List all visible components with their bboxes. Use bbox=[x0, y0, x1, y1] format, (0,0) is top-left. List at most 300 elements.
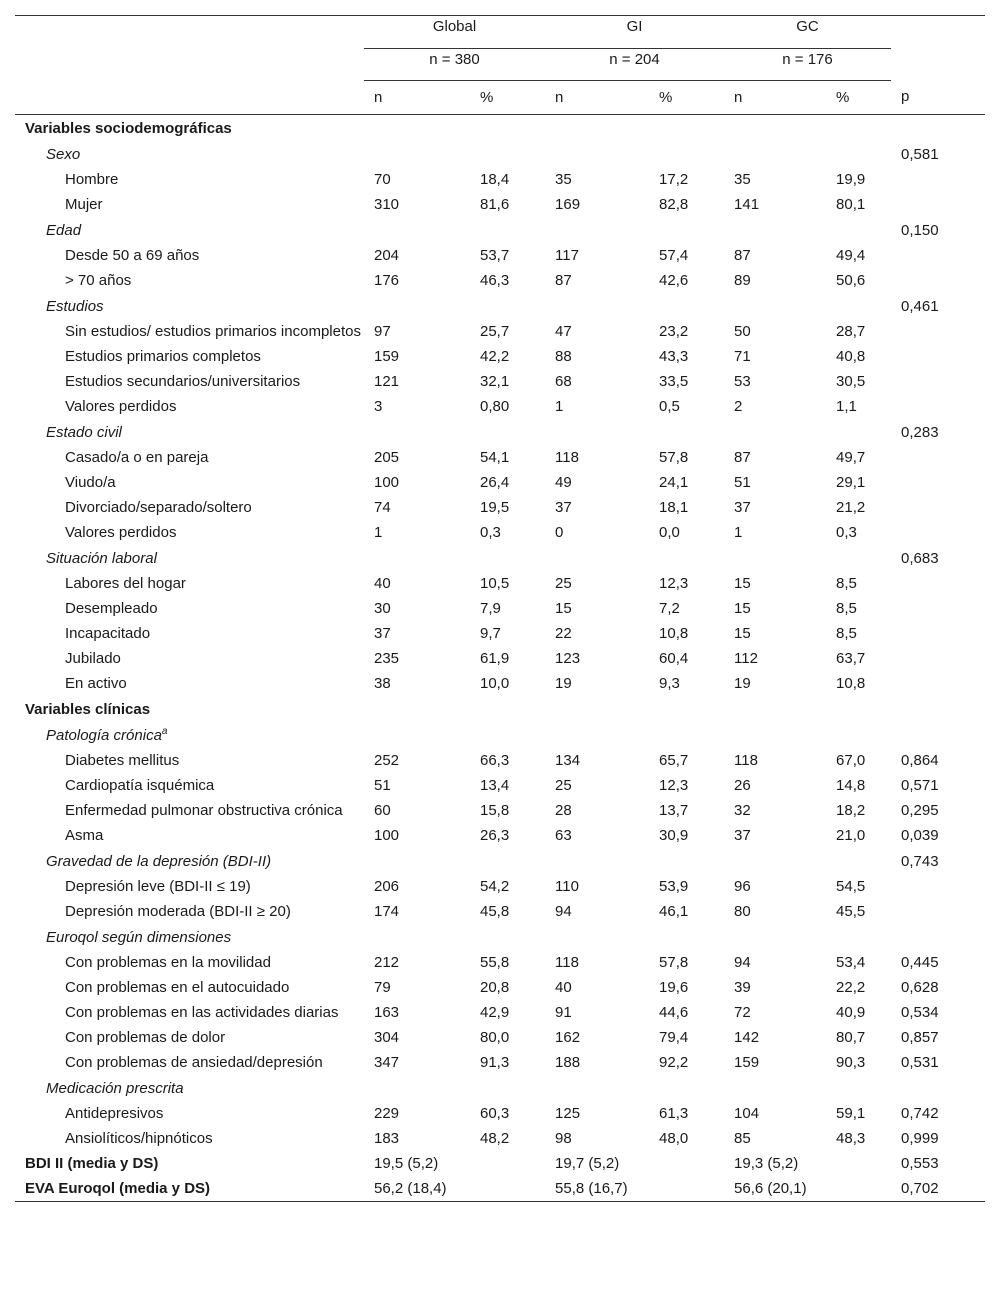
row-label-text: Jubilado bbox=[65, 649, 121, 667]
cell-value: 252 bbox=[374, 751, 400, 769]
cell-value: 142 bbox=[734, 1028, 760, 1046]
cell-value: 54,1 bbox=[480, 448, 510, 466]
cell-value: 80,1 bbox=[836, 195, 866, 213]
cell-value: 20,8 bbox=[480, 978, 510, 996]
row-label-text: Depresión moderada (BDI-II ≥ 20) bbox=[65, 902, 291, 920]
row-label bbox=[15, 671, 364, 696]
cell-value: 65,7 bbox=[659, 751, 689, 769]
row-label-text: Patología crónica bbox=[46, 726, 162, 744]
cell-value bbox=[364, 696, 470, 722]
cell-value: 56,2 (18,4) bbox=[364, 1176, 470, 1202]
cell-value: 24,1 bbox=[659, 473, 689, 491]
row-label-text: EVA Euroqol (media y DS) bbox=[25, 1179, 211, 1197]
cell-value: 68 bbox=[555, 372, 572, 390]
cell-value: 7,9 bbox=[480, 599, 501, 617]
cell-value: 10,0 bbox=[480, 674, 510, 692]
cell-value: 54,5 bbox=[836, 877, 866, 895]
cell-value bbox=[364, 924, 470, 950]
row-label-text: Con problemas de ansiedad/depresión bbox=[65, 1053, 323, 1071]
table-row bbox=[15, 243, 985, 268]
cell-value: 59,1 bbox=[836, 1104, 866, 1122]
cell-value: 35 bbox=[555, 170, 572, 188]
row-label bbox=[15, 268, 364, 293]
cell-value: 19 bbox=[734, 674, 751, 692]
table-row bbox=[15, 1126, 985, 1151]
cell-value: 28 bbox=[555, 801, 572, 819]
p-value bbox=[891, 696, 985, 722]
row-label-text: Desde 50 a 69 años bbox=[65, 246, 200, 264]
cell-value bbox=[470, 722, 545, 748]
row-label-text: Asma bbox=[65, 826, 104, 844]
cell-value: 94 bbox=[734, 953, 751, 971]
table-row bbox=[15, 394, 985, 419]
cell-value: 2 bbox=[734, 397, 743, 415]
cell-value: 21,2 bbox=[836, 498, 866, 516]
summary-row bbox=[15, 1176, 985, 1202]
col-n-gc: n bbox=[724, 80, 826, 114]
group-header-gc: GC bbox=[724, 16, 891, 49]
cell-value: 61,9 bbox=[480, 649, 510, 667]
cell-value bbox=[826, 293, 891, 319]
cell-value bbox=[724, 545, 826, 571]
cell-value: 40,9 bbox=[836, 1003, 866, 1021]
cell-value bbox=[470, 696, 545, 722]
cell-value bbox=[724, 848, 826, 874]
table-body bbox=[15, 114, 985, 1201]
col-pct-gi: % bbox=[649, 80, 724, 114]
row-label-text: Incapacitado bbox=[65, 624, 151, 642]
cell-value: 304 bbox=[374, 1028, 400, 1046]
row-label-text: BDI II (media y DS) bbox=[25, 1154, 159, 1172]
cell-value: 118 bbox=[555, 953, 579, 971]
p-value bbox=[891, 470, 985, 495]
table-row bbox=[15, 1000, 985, 1025]
cell-value: 40,8 bbox=[836, 347, 866, 365]
row-label-text: Sin estudios/ estudios primarios incompletos bbox=[65, 322, 361, 340]
row-label bbox=[15, 748, 364, 773]
cell-value: 19 bbox=[555, 674, 572, 692]
subsection-row bbox=[15, 1075, 985, 1101]
cell-value: 66,3 bbox=[480, 751, 510, 769]
cell-value bbox=[364, 1075, 470, 1101]
cell-value bbox=[724, 217, 826, 243]
cell-value: 176 bbox=[374, 271, 400, 289]
table-row bbox=[15, 748, 985, 773]
cell-value bbox=[724, 419, 826, 445]
cell-value: 206 bbox=[374, 877, 400, 895]
cell-value: 121 bbox=[374, 372, 400, 390]
cell-value bbox=[470, 114, 545, 141]
cell-value: 87 bbox=[555, 271, 572, 289]
cell-value: 26,3 bbox=[480, 826, 510, 844]
cell-value: 25 bbox=[555, 776, 572, 794]
row-label bbox=[15, 722, 364, 748]
cell-value: 90,3 bbox=[836, 1053, 866, 1071]
col-n-global: n bbox=[364, 80, 470, 114]
cell-value: 310 bbox=[374, 195, 400, 213]
cell-value: 81,6 bbox=[480, 195, 510, 213]
cell-value: 85 bbox=[734, 1129, 751, 1147]
cell-value: 55,8 bbox=[480, 953, 510, 971]
cell-value: 8,5 bbox=[836, 599, 857, 617]
cell-value: 49,4 bbox=[836, 246, 866, 264]
cell-value: 33,5 bbox=[659, 372, 689, 390]
cell-value: 10,8 bbox=[836, 674, 866, 692]
cell-value: 37 bbox=[734, 826, 751, 844]
cell-value: 70 bbox=[374, 170, 391, 188]
p-value bbox=[891, 899, 985, 924]
row-label-text: Con problemas en las actividades diarias bbox=[65, 1003, 339, 1021]
cell-value: 45,5 bbox=[836, 902, 866, 920]
cell-value: 117 bbox=[555, 246, 579, 264]
cell-value: 1 bbox=[734, 523, 743, 541]
cell-value: 205 bbox=[374, 448, 400, 466]
row-label bbox=[15, 243, 364, 268]
cell-value bbox=[364, 141, 470, 167]
cell-value: 48,3 bbox=[836, 1129, 866, 1147]
cell-value: 13,4 bbox=[480, 776, 510, 794]
group-header-global: Global bbox=[364, 16, 545, 49]
cell-value: 46,3 bbox=[480, 271, 510, 289]
cell-value bbox=[826, 114, 891, 141]
table-row bbox=[15, 823, 985, 848]
cell-value: 21,0 bbox=[836, 826, 866, 844]
cell-value: 23,2 bbox=[659, 322, 689, 340]
cell-value: 91,3 bbox=[480, 1053, 510, 1071]
cell-value bbox=[826, 1151, 891, 1176]
cell-value: 50 bbox=[734, 322, 751, 340]
row-label bbox=[15, 696, 364, 722]
cell-value: 51 bbox=[374, 776, 391, 794]
cell-value: 71 bbox=[734, 347, 751, 365]
cell-value: 97 bbox=[374, 322, 391, 340]
subsection-row bbox=[15, 217, 985, 243]
cell-value: 91 bbox=[555, 1003, 572, 1021]
row-label-text: > 70 años bbox=[65, 271, 132, 289]
row-label bbox=[15, 545, 364, 571]
cell-value: 63 bbox=[555, 826, 572, 844]
cell-value bbox=[649, 419, 724, 445]
table-row bbox=[15, 167, 985, 192]
cell-value: 80,7 bbox=[836, 1028, 866, 1046]
cell-value bbox=[545, 217, 649, 243]
table-row bbox=[15, 571, 985, 596]
cell-value bbox=[826, 217, 891, 243]
row-label bbox=[15, 470, 364, 495]
cell-value: 30,9 bbox=[659, 826, 689, 844]
cell-value: 10,5 bbox=[480, 574, 510, 592]
cell-value: 42,6 bbox=[659, 271, 689, 289]
footnote-marker: a bbox=[161, 725, 168, 737]
cell-value bbox=[826, 419, 891, 445]
cell-value: 19,6 bbox=[659, 978, 689, 996]
row-label bbox=[15, 1050, 364, 1075]
cell-value: 100 bbox=[374, 826, 400, 844]
cell-value: 229 bbox=[374, 1104, 400, 1122]
row-label-text: Depresión leve (BDI-II ≤ 19) bbox=[65, 877, 251, 895]
cell-value bbox=[649, 545, 724, 571]
cell-value: 57,8 bbox=[659, 953, 689, 971]
cell-value: 0 bbox=[555, 523, 564, 541]
table-row bbox=[15, 495, 985, 520]
row-label-text: Estudios bbox=[46, 297, 104, 315]
p-value bbox=[891, 722, 985, 748]
row-label-text: Estudios secundarios/universitarios bbox=[65, 372, 301, 390]
cell-value: 57,8 bbox=[659, 448, 689, 466]
row-label bbox=[15, 975, 364, 1000]
cell-value: 42,2 bbox=[480, 347, 510, 365]
cell-value: 61,3 bbox=[659, 1104, 689, 1122]
cell-value: 9,7 bbox=[480, 624, 501, 642]
table-row bbox=[15, 773, 985, 798]
cell-value: 123 bbox=[555, 649, 581, 667]
n-header-gc: n = 176 bbox=[724, 48, 891, 80]
cell-value bbox=[545, 141, 649, 167]
cell-value bbox=[545, 1075, 649, 1101]
section-row bbox=[15, 114, 985, 141]
cell-value bbox=[826, 924, 891, 950]
cell-value bbox=[649, 1151, 724, 1176]
p-value bbox=[891, 167, 985, 192]
cell-value bbox=[649, 293, 724, 319]
cell-value bbox=[470, 217, 545, 243]
p-value bbox=[891, 268, 985, 293]
p-value bbox=[891, 520, 985, 545]
row-label bbox=[15, 1075, 364, 1101]
cell-value: 48,2 bbox=[480, 1129, 510, 1147]
group-header-gi: GI bbox=[545, 16, 724, 49]
row-label-text: Estudios primarios completos bbox=[65, 347, 261, 365]
subsection-row bbox=[15, 141, 985, 167]
col-pct-global: % bbox=[470, 80, 545, 114]
p-value: 0,742 bbox=[901, 1104, 939, 1122]
cell-value bbox=[724, 141, 826, 167]
cell-value bbox=[826, 696, 891, 722]
data-table bbox=[15, 15, 985, 1202]
table-row bbox=[15, 1101, 985, 1126]
cell-value: 57,4 bbox=[659, 246, 689, 264]
header-row-groups bbox=[15, 16, 985, 49]
cell-value: 79 bbox=[374, 978, 391, 996]
row-label-text: Medicación prescrita bbox=[46, 1079, 184, 1097]
n-header-global: n = 380 bbox=[364, 48, 545, 80]
cell-value: 56,6 (20,1) bbox=[724, 1176, 826, 1202]
cell-value: 46,1 bbox=[659, 902, 689, 920]
cell-value bbox=[649, 924, 724, 950]
table-row bbox=[15, 671, 985, 696]
row-label bbox=[15, 192, 364, 217]
table-row bbox=[15, 369, 985, 394]
cell-value bbox=[364, 722, 470, 748]
subsection-row bbox=[15, 722, 985, 748]
table-row bbox=[15, 1025, 985, 1050]
cell-value: 26,4 bbox=[480, 473, 510, 491]
cell-value bbox=[364, 293, 470, 319]
cell-value bbox=[545, 545, 649, 571]
p-value bbox=[891, 671, 985, 696]
p-value bbox=[891, 596, 985, 621]
cell-value: 30,5 bbox=[836, 372, 866, 390]
cell-value bbox=[470, 1176, 545, 1202]
cell-value: 80,0 bbox=[480, 1028, 510, 1046]
row-label-text: Valores perdidos bbox=[65, 397, 177, 415]
row-label-text: Gravedad de la depresión (BDI-II) bbox=[46, 852, 272, 870]
cell-value bbox=[724, 924, 826, 950]
header-row-columns bbox=[15, 80, 985, 114]
row-label bbox=[15, 394, 364, 419]
cell-value: 141 bbox=[734, 195, 760, 213]
row-label-text: Mujer bbox=[65, 195, 103, 213]
cell-value bbox=[649, 722, 724, 748]
cell-value: 12,3 bbox=[659, 574, 689, 592]
cell-value: 19,5 bbox=[480, 498, 510, 516]
cell-value bbox=[826, 722, 891, 748]
p-value: 0,150 bbox=[901, 221, 939, 239]
header-row-n bbox=[15, 48, 985, 80]
summary-row bbox=[15, 1151, 985, 1176]
cell-value: 12,3 bbox=[659, 776, 689, 794]
p-value: 0,857 bbox=[901, 1028, 939, 1046]
cell-value: 125 bbox=[555, 1104, 581, 1122]
cell-value bbox=[826, 141, 891, 167]
table-row bbox=[15, 192, 985, 217]
row-label-text: Divorciado/separado/soltero bbox=[65, 498, 252, 516]
cell-value: 98 bbox=[555, 1129, 572, 1147]
cell-value: 94 bbox=[555, 902, 572, 920]
row-label bbox=[15, 1025, 364, 1050]
p-value: 0,571 bbox=[901, 776, 939, 794]
cell-value bbox=[470, 1075, 545, 1101]
cell-value bbox=[470, 848, 545, 874]
cell-value bbox=[470, 545, 545, 571]
p-value bbox=[891, 874, 985, 899]
cell-value: 26 bbox=[734, 776, 751, 794]
table-row bbox=[15, 596, 985, 621]
cell-value: 37 bbox=[734, 498, 751, 516]
row-label-text: Sexo bbox=[46, 145, 81, 163]
p-value bbox=[891, 924, 985, 950]
cell-value: 0,3 bbox=[480, 523, 501, 541]
p-value bbox=[891, 495, 985, 520]
cell-value: 0,3 bbox=[836, 523, 857, 541]
row-label bbox=[15, 114, 364, 141]
row-label-text: Estado civil bbox=[46, 423, 122, 441]
cell-value bbox=[545, 924, 649, 950]
p-value: 0,283 bbox=[901, 423, 939, 441]
table-row bbox=[15, 1050, 985, 1075]
cell-value: 18,1 bbox=[659, 498, 689, 516]
p-value: 0,534 bbox=[901, 1003, 939, 1021]
p-value: 0,581 bbox=[901, 145, 939, 163]
row-label-text: Edad bbox=[46, 221, 82, 239]
p-value: 0,702 bbox=[891, 1176, 985, 1202]
row-label-text: Euroqol según dimensiones bbox=[46, 928, 232, 946]
cell-value: 49 bbox=[555, 473, 572, 491]
cell-value: 183 bbox=[374, 1129, 400, 1147]
table-row bbox=[15, 445, 985, 470]
row-label bbox=[15, 621, 364, 646]
row-label bbox=[15, 293, 364, 319]
row-label bbox=[15, 773, 364, 798]
cell-value bbox=[724, 722, 826, 748]
cell-value: 60 bbox=[374, 801, 391, 819]
cell-value: 25,7 bbox=[480, 322, 510, 340]
cell-value: 235 bbox=[374, 649, 400, 667]
cell-value: 50,6 bbox=[836, 271, 866, 289]
cell-value: 19,5 (5,2) bbox=[374, 1154, 439, 1172]
row-label-text: Con problemas de dolor bbox=[65, 1028, 226, 1046]
subsection-row bbox=[15, 293, 985, 319]
table-row bbox=[15, 268, 985, 293]
row-label bbox=[15, 167, 364, 192]
cell-value: 10,8 bbox=[659, 624, 689, 642]
p-value: 0,628 bbox=[901, 978, 939, 996]
cell-value bbox=[649, 114, 724, 141]
cell-value: 15,8 bbox=[480, 801, 510, 819]
cell-value: 17,2 bbox=[659, 170, 689, 188]
table-row bbox=[15, 621, 985, 646]
cell-value: 37 bbox=[374, 624, 391, 642]
row-label-text: Variables clínicas bbox=[25, 700, 151, 718]
row-label-text: Valores perdidos bbox=[65, 523, 177, 541]
cell-value: 162 bbox=[555, 1028, 581, 1046]
row-label bbox=[15, 344, 364, 369]
p-value bbox=[891, 445, 985, 470]
p-value: 0,295 bbox=[901, 801, 939, 819]
cell-value: 60,3 bbox=[480, 1104, 510, 1122]
p-value bbox=[891, 646, 985, 671]
cell-value bbox=[649, 141, 724, 167]
cell-value bbox=[826, 848, 891, 874]
row-label bbox=[15, 823, 364, 848]
cell-value: 67,0 bbox=[836, 751, 866, 769]
row-label-text: Labores del hogar bbox=[65, 574, 186, 592]
cell-value bbox=[470, 141, 545, 167]
row-label bbox=[15, 319, 364, 344]
cell-value: 18,2 bbox=[836, 801, 866, 819]
row-label bbox=[15, 950, 364, 975]
row-label-text: Hombre bbox=[65, 170, 119, 188]
col-n-gi: n bbox=[545, 80, 649, 114]
col-p: p bbox=[891, 80, 985, 114]
section-row bbox=[15, 696, 985, 722]
cell-value: 28,7 bbox=[836, 322, 866, 340]
row-label-text: Con problemas en el autocuidado bbox=[65, 978, 290, 996]
cell-value: 3 bbox=[374, 397, 383, 415]
table-row bbox=[15, 520, 985, 545]
row-label-text: Desempleado bbox=[65, 599, 158, 617]
cell-value bbox=[724, 293, 826, 319]
table-row bbox=[15, 798, 985, 823]
p-value bbox=[891, 369, 985, 394]
cell-value: 51 bbox=[734, 473, 751, 491]
cell-value: 134 bbox=[555, 751, 581, 769]
cell-value: 53,4 bbox=[836, 953, 866, 971]
cell-value: 159 bbox=[734, 1053, 760, 1071]
cell-value: 0,80 bbox=[480, 397, 510, 415]
cell-value: 1 bbox=[374, 523, 383, 541]
cell-value: 88 bbox=[555, 347, 572, 365]
cell-value: 45,8 bbox=[480, 902, 510, 920]
cell-value bbox=[364, 848, 470, 874]
cell-value: 38 bbox=[374, 674, 391, 692]
table-row bbox=[15, 975, 985, 1000]
row-label-text: Variables sociodemográficas bbox=[25, 119, 232, 137]
cell-value: 53,9 bbox=[659, 877, 689, 895]
cell-value: 1,1 bbox=[836, 397, 857, 415]
cell-value bbox=[545, 293, 649, 319]
cell-value: 19,3 (5,2) bbox=[734, 1154, 799, 1172]
